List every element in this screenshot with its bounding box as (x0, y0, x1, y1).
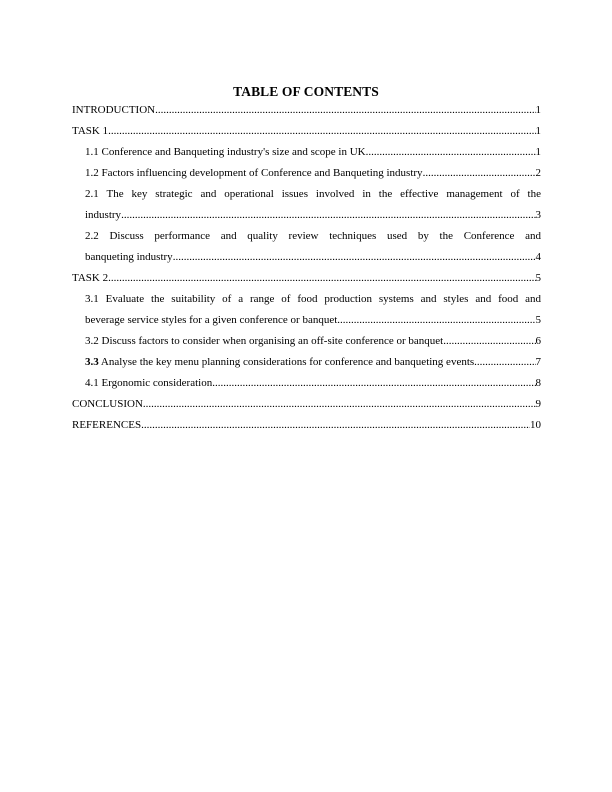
dot-leader (366, 142, 536, 163)
toc-entry-1-1[interactable] (72, 142, 541, 163)
toc-entry-text: 4.1 Ergonomic consideration (85, 377, 213, 389)
toc-entry-page: 9 (535, 398, 541, 410)
toc-entry-text: TASK 1 (72, 125, 109, 137)
toc-entry-page: 8 (535, 377, 541, 389)
dot-leader (108, 268, 535, 289)
dot-leader (141, 415, 530, 436)
toc-entry-3-3[interactable] (72, 352, 541, 373)
toc-entry-3-2[interactable] (72, 331, 541, 352)
toc-entry-text: Analyse the key menu planning considerations for conference and banqueting events (98, 356, 475, 368)
toc-entry-page: 2 (535, 167, 541, 179)
dot-leader (155, 100, 535, 121)
toc-entry-text: 1.1 Conference and Banqueting industry's size and scope in UK (85, 146, 366, 158)
toc-entry-page: 7 (535, 356, 541, 368)
toc-entry-page: 4 (535, 251, 541, 263)
dot-leader (143, 394, 536, 415)
toc-entry-task-1[interactable] (72, 121, 541, 142)
toc-entry-text-line1: 2.2 Discuss performance and quality review techniques used by the Conference and (85, 230, 541, 242)
toc-entry-text-wrap (85, 352, 474, 373)
toc-entry-text: INTRODUCTION (72, 104, 156, 116)
dot-leader (108, 121, 535, 142)
toc-entry-page: 6 (535, 335, 541, 347)
dot-leader (337, 310, 535, 331)
toc-entry-1-2[interactable] (72, 163, 541, 184)
toc-entry-text-line2: beverage service styles for a given conference or banquet (85, 314, 338, 326)
toc-entry-page: 5 (535, 272, 541, 284)
table-of-contents (72, 100, 541, 436)
toc-entry-4-1[interactable] (72, 373, 541, 394)
dot-leader (173, 247, 536, 268)
dot-leader (423, 163, 536, 184)
toc-entry-page: 3 (535, 209, 541, 221)
toc-entry-text-line1: 3.1 Evaluate the suitability of a range of food production systems and styles and food and (85, 293, 541, 305)
toc-entry-references[interactable] (72, 415, 541, 436)
toc-entry-2-2[interactable] (72, 226, 541, 268)
toc-entry-3-1[interactable] (72, 289, 541, 331)
toc-entry-page: 10 (530, 419, 541, 431)
toc-entry-page: 5 (535, 314, 541, 326)
toc-entry-2-1[interactable] (72, 184, 541, 226)
toc-entry-text: TASK 2 (72, 272, 109, 284)
toc-entry-text: CONCLUSION (72, 398, 143, 410)
toc-entry-number: 3.3 (85, 356, 99, 368)
toc-entry-introduction[interactable] (72, 100, 541, 121)
toc-entry-text-line2: industry (85, 209, 122, 221)
toc-entry-text: 1.2 Factors influencing development of Conference and Banqueting industry (85, 167, 423, 179)
dot-leader (121, 205, 535, 226)
toc-entry-page: 1 (535, 146, 541, 158)
toc-entry-text-line1: 2.1 The key strategic and operational issues involved in the effective management of the (85, 188, 541, 200)
dot-leader (443, 331, 535, 352)
toc-title: TABLE OF CONTENTS (233, 84, 379, 99)
toc-entry-task-2[interactable] (72, 268, 541, 289)
toc-entry-text: REFERENCES (72, 419, 142, 431)
toc-entry-page: 1 (535, 125, 541, 137)
toc-entry-conclusion[interactable] (72, 394, 541, 415)
toc-entry-page: 1 (535, 104, 541, 116)
dot-leader (474, 352, 535, 373)
dot-leader (212, 373, 535, 394)
toc-entry-text: 3.2 Discuss factors to consider when organising an off-site conference or banquet (85, 335, 444, 347)
toc-entry-text-line2: banqueting industry (85, 251, 173, 263)
